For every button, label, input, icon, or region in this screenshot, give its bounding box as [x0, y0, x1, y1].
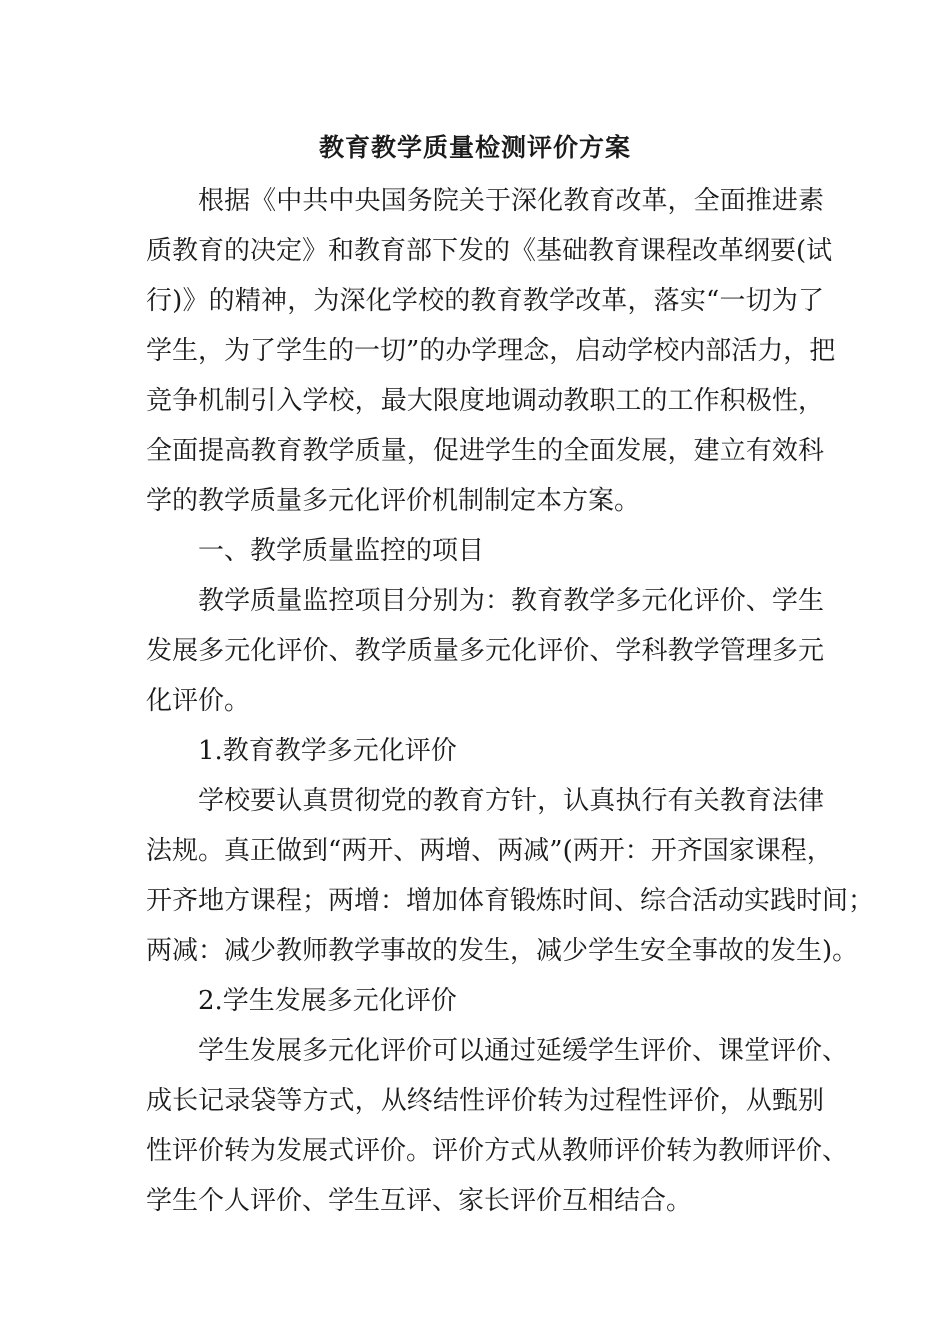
subsection-heading: 1.教育教学多元化评价: [198, 736, 457, 766]
paragraph-line: 竞争机制引入学校，最大限度地调动教职工的工作积极性，: [146, 386, 824, 416]
subsection-heading: 2.学生发展多元化评价: [198, 986, 457, 1016]
paragraph-line: 法规。真正做到“两开、两增、两减”(两开：开齐国家课程，: [146, 836, 833, 866]
paragraph-line: 学生，为了学生的一切”的办学理念，启动学校内部活力，把: [146, 336, 836, 366]
document-body: [146, 176, 875, 1226]
paragraph-line: 学生发展多元化评价可以通过延缓学生评价、课堂评价、: [198, 1036, 849, 1066]
paragraph-line: 行)》的精神，为深化学校的教育教学改革，落实“一切为了: [146, 286, 824, 316]
document-title: 教育教学质量检测评价方案: [318, 133, 631, 162]
paragraph-line: 学的教学质量多元化评价机制制定本方案。: [146, 486, 641, 516]
paragraph-line: 两减：减少教师教学事故的发生，减少学生安全事故的发生)。: [146, 936, 859, 966]
section-heading: 一、教学质量监控的项目: [198, 536, 485, 566]
paragraph-line: 化评价。: [146, 686, 251, 716]
paragraph-line: 发展多元化评价、教学质量多元化评价、学科教学管理多元: [146, 636, 824, 666]
paragraph-line: 全面提高教育教学质量，促进学生的全面发展，建立有效科: [146, 436, 824, 466]
paragraph-line: 性评价转为发展式评价。评价方式从教师评价转为教师评价、: [146, 1136, 849, 1166]
paragraph-line: 学校要认真贯彻党的教育方针，认真执行有关教育法律: [198, 786, 824, 816]
paragraph-line: 开齐地方课程；两增：增加体育锻炼时间、综合活动实践时间；: [146, 886, 875, 916]
paragraph-line: 成长记录袋等方式，从终结性评价转为过程性评价，从甄别: [146, 1086, 824, 1116]
paragraph-line: 质教育的决定》和教育部下发的《基础教育课程改革纲要(试: [146, 236, 833, 266]
paragraph-line: 根据《中共中央国务院关于深化教育改革，全面推进素: [198, 186, 824, 216]
paragraph-line: 学生个人评价、学生互评、家长评价互相结合。: [146, 1186, 693, 1216]
paragraph-line: 教学质量监控项目分别为：教育教学多元化评价、学生: [198, 586, 824, 616]
